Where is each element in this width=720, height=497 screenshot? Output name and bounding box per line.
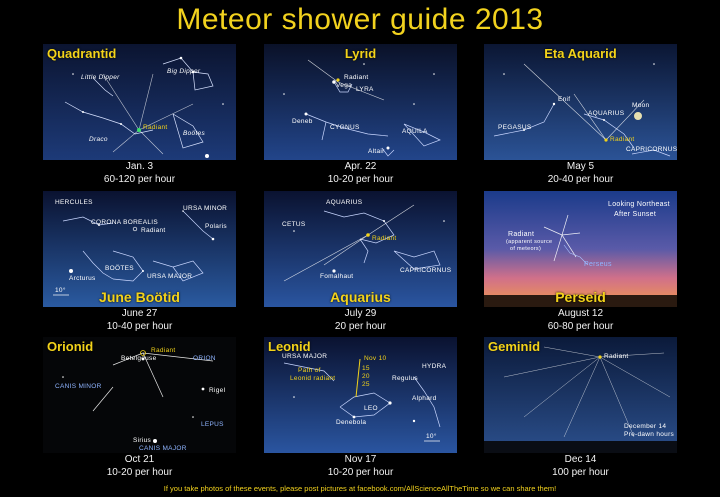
label-scale: 10° bbox=[55, 287, 66, 294]
label-looking-northeast: Looking Northeast bbox=[608, 201, 670, 208]
label-nov-10: Nov 10 bbox=[364, 355, 387, 362]
label-date-note: December 14 bbox=[624, 423, 667, 430]
shower-date: Nov 17 bbox=[344, 454, 377, 465]
sky-chart-leonid bbox=[264, 337, 457, 453]
label-betelgeuse: Betelgeuse bbox=[121, 355, 157, 362]
shower-name: Aquarius bbox=[330, 289, 391, 305]
label-altair: Altair bbox=[368, 148, 385, 155]
shower-rate: 20-40 per hour bbox=[547, 174, 614, 185]
footer-note: If you take photos of these events, please post pictures at facebook.com/AllScienceAllTheTime so we can share them! bbox=[163, 484, 557, 493]
shower-card-quadrantid[interactable] bbox=[43, 44, 236, 186]
shower-rate: 60-120 per hour bbox=[103, 174, 176, 185]
label-radiant: Radiant bbox=[372, 235, 397, 242]
label-perseus: Perseus bbox=[584, 261, 612, 268]
label-capricornus: CAPRICORNUS bbox=[400, 267, 452, 274]
shower-card-june-bootid[interactable] bbox=[43, 191, 236, 333]
shower-card-lyrid[interactable] bbox=[264, 44, 457, 186]
label-hydra: HYDRA bbox=[422, 363, 447, 370]
label-bootes: Boötes bbox=[183, 130, 206, 137]
label-aquarius: AQUARIUS bbox=[588, 110, 625, 117]
shower-date: Oct 21 bbox=[124, 454, 155, 465]
shower-date: July 29 bbox=[344, 308, 377, 319]
label-arcturus: Arcturus bbox=[69, 275, 96, 282]
label-little-dipper: Little Dipper bbox=[81, 74, 120, 81]
sky-chart-aquarius bbox=[264, 191, 457, 307]
shower-card-orionid[interactable] bbox=[43, 337, 236, 479]
shower-card-eta-aquarid[interactable] bbox=[484, 44, 677, 186]
label-after-sunset: After Sunset bbox=[614, 211, 657, 218]
label-orion: ORION bbox=[193, 355, 216, 362]
label-radiant: Radiant bbox=[604, 353, 629, 360]
label-radiant: Radiant bbox=[143, 124, 168, 131]
label-aquila: AQUILA bbox=[402, 128, 428, 135]
shower-name: Leonid bbox=[268, 339, 311, 354]
label-capricornus: CAPRICORNUS bbox=[626, 146, 677, 153]
label-radiant: Radiant bbox=[344, 74, 369, 81]
sky-chart-quadrantid bbox=[43, 44, 236, 160]
sky-chart-perseid bbox=[484, 191, 677, 307]
label-fomalhaut: Fomalhaut bbox=[320, 273, 354, 280]
label-sirius: Sirius bbox=[133, 437, 152, 444]
sky-chart-orionid bbox=[43, 337, 236, 453]
label-canis-major: CANIS MAJOR bbox=[139, 445, 187, 452]
label-radiant: Radiant bbox=[141, 227, 166, 234]
shower-card-leonid[interactable] bbox=[264, 337, 457, 479]
sky-chart-lyrid bbox=[264, 44, 457, 160]
label-cetus: CETUS bbox=[282, 221, 306, 228]
label-polaris: Polaris bbox=[205, 223, 227, 230]
label-time-note: Pre-dawn hours bbox=[624, 431, 675, 438]
label-denebola: Denebola bbox=[336, 419, 367, 426]
shower-rate: 10-20 per hour bbox=[106, 467, 173, 478]
label-radiant: Radiant bbox=[610, 136, 635, 143]
label-rigel: Rigel bbox=[209, 387, 226, 394]
page-title: Meteor shower guide 2013 bbox=[176, 3, 544, 36]
label-leonid-radiant: Leonid radiant bbox=[290, 375, 336, 382]
shower-date: Dec 14 bbox=[564, 454, 597, 465]
label-draco: Draco bbox=[89, 136, 108, 143]
shower-name: June Boötid bbox=[99, 289, 180, 305]
label-day-15: 15 bbox=[362, 365, 370, 372]
label-ursa-minor: URSA MINOR bbox=[183, 205, 228, 212]
shower-card-geminid[interactable] bbox=[484, 337, 677, 479]
label-scale: 10° bbox=[426, 433, 437, 440]
label-bootes: BOÖTES bbox=[105, 265, 134, 272]
label-regulus: Regulus bbox=[392, 375, 418, 382]
shower-date: August 12 bbox=[557, 308, 604, 319]
label-aquarius: AQUARIUS bbox=[326, 199, 363, 206]
label-big-dipper: Big Dipper bbox=[167, 68, 201, 75]
shower-rate: 10-20 per hour bbox=[327, 467, 394, 478]
label-alphard: Alphard bbox=[412, 395, 437, 402]
label-lyra: LYRA bbox=[356, 86, 374, 93]
label-path-of: Path of bbox=[298, 367, 321, 374]
label-hercules: HERCULES bbox=[55, 199, 93, 206]
label-leo: LEO bbox=[364, 405, 378, 412]
label-moon: Moon bbox=[632, 102, 650, 109]
shower-rate: 10-20 per hour bbox=[327, 174, 394, 185]
shower-rate: 100 per hour bbox=[552, 467, 609, 478]
shower-date: Apr. 22 bbox=[344, 161, 377, 172]
label-enif: Enif bbox=[558, 96, 571, 103]
label-radiant: Radiant bbox=[151, 347, 176, 354]
shower-name: Quadrantid bbox=[47, 46, 117, 61]
shower-name: Eta Aquarid bbox=[544, 46, 617, 61]
shower-card-aquarius[interactable] bbox=[264, 191, 457, 333]
label-day-25: 25 bbox=[362, 381, 370, 388]
label-day-20: 20 bbox=[362, 373, 370, 380]
shower-card-perseid[interactable] bbox=[484, 191, 677, 333]
shower-date: June 27 bbox=[121, 308, 158, 319]
label-ursa-major: URSA MAJOR bbox=[282, 353, 328, 360]
shower-name: Lyrid bbox=[344, 46, 377, 61]
label-corona-borealis: CORONA BOREALIS bbox=[91, 219, 158, 226]
sky-map-lyrid bbox=[264, 44, 457, 160]
shower-rate: 20 per hour bbox=[334, 321, 387, 332]
shower-rate: 60-80 per hour bbox=[547, 321, 614, 332]
label-cygnus: CYGNUS bbox=[330, 124, 360, 131]
shower-name: Perseid bbox=[555, 289, 606, 305]
label-pegasus: PEGASUS bbox=[498, 124, 532, 131]
label-deneb: Deneb bbox=[292, 118, 313, 125]
shower-name: Orionid bbox=[47, 339, 94, 354]
label-lepus: LEPUS bbox=[201, 421, 224, 428]
label-radiant: Radiant bbox=[508, 231, 535, 238]
sky-chart-geminid bbox=[484, 337, 677, 453]
label-canis-minor: CANIS MINOR bbox=[55, 383, 102, 390]
shower-rate: 10-40 per hour bbox=[106, 321, 173, 332]
label-vega: Vega bbox=[336, 82, 353, 89]
sky-map-quadrantid bbox=[43, 44, 236, 160]
label-ursa-major: URSA MAJOR bbox=[147, 273, 193, 280]
shower-name: Geminid bbox=[488, 339, 541, 354]
shower-date: Jan. 3 bbox=[125, 161, 154, 172]
label-of-meteors: of meteors) bbox=[510, 246, 542, 252]
sky-chart-june-bootid bbox=[43, 191, 236, 307]
shower-date: May 5 bbox=[566, 161, 595, 172]
label-apparent-source: (apparent source bbox=[506, 239, 553, 245]
sky-chart-eta-aquarid bbox=[484, 44, 677, 160]
